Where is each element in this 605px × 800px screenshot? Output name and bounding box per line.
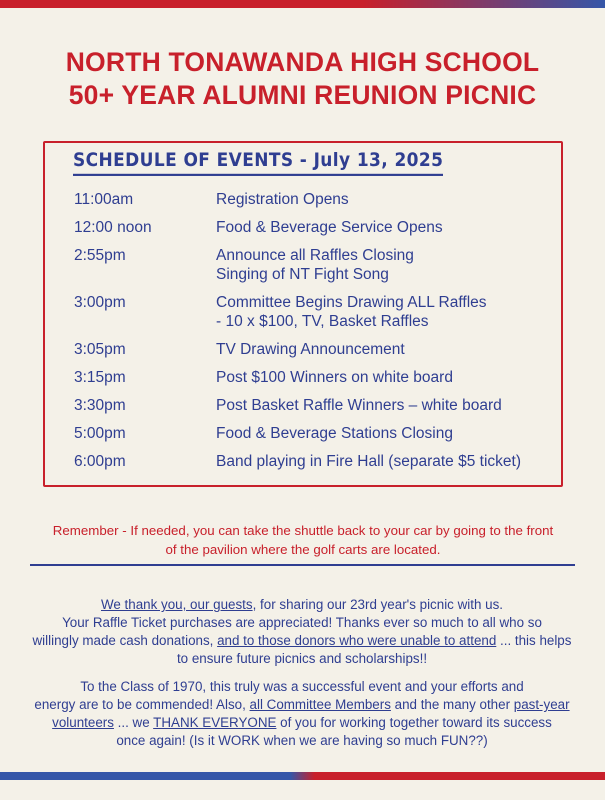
event-time: 3:30pm	[74, 397, 126, 414]
event-time: 11:00am	[74, 191, 134, 208]
event-time: 12:00 noon	[74, 219, 152, 236]
event-description: Announce all Raffles Closing Singing of NT Fight Song	[216, 247, 414, 283]
event-time: 6:00pm	[74, 453, 126, 470]
divider	[30, 564, 575, 566]
event-description: Band playing in Fire Hall (separate $5 ticket)	[216, 453, 521, 470]
event-row	[74, 293, 554, 331]
thanks-paragraph-1: We thank you, our guests, for sharing our 23rd year's picnic with us. Your Raffle Ticket purchases are appreciated! Thanks ever so much to all who so willingly made cash donations, and to those donors who were unable to attend ... this helps to ensure future picnics and scholarships!!	[32, 597, 572, 666]
bottom-border	[0, 772, 605, 780]
event-row	[74, 452, 554, 471]
event-row	[74, 218, 554, 237]
thanks-paragraph-2: To the Class of 1970, this truly was a successful event and your efforts and energy are to be commended! Also, all Committee Members and the many other past-year volunteers ... we THANK EVERYONE of you for working together toward its success once again! (Is it WORK when we are having so much FUN??)	[34, 679, 570, 748]
event-row	[74, 424, 554, 443]
event-row	[74, 246, 554, 284]
event-description: TV Drawing Announcement	[216, 341, 405, 358]
page-title	[0, 46, 605, 112]
event-row	[74, 190, 554, 209]
thank-you-message	[12, 596, 592, 760]
event-row	[74, 396, 554, 415]
title-line-2: 50+ YEAR ALUMNI REUNION PICNIC	[68, 80, 537, 110]
event-time: 2:55pm	[74, 247, 126, 264]
event-description: Registration Opens	[216, 191, 349, 208]
event-time: 3:00pm	[74, 294, 126, 311]
event-time: 3:15pm	[74, 369, 126, 386]
event-time: 3:05pm	[74, 341, 126, 358]
event-description: Food & Beverage Service Opens	[216, 219, 443, 236]
event-description: Post $100 Winners on white board	[216, 369, 453, 386]
event-description: Post Basket Raffle Winners – white board	[216, 397, 502, 414]
top-border	[0, 0, 605, 8]
event-description: Committee Begins Drawing ALL Raffles - 10 x $100, TV, Basket Raffles	[216, 294, 487, 330]
schedule-heading: SCHEDULE OF EVENTS - July 13, 2025	[73, 150, 443, 176]
event-time: 5:00pm	[74, 425, 126, 442]
event-description: Food & Beverage Stations Closing	[216, 425, 453, 442]
event-row	[74, 340, 554, 359]
shuttle-reminder: Remember - If needed, you can take the shuttle back to your car by going to the front of the pavilion where the golf carts are located.	[52, 523, 554, 557]
title-line-1: NORTH TONAWANDA HIGH SCHOOL	[65, 47, 540, 77]
events-list	[74, 190, 554, 480]
event-row	[74, 368, 554, 387]
